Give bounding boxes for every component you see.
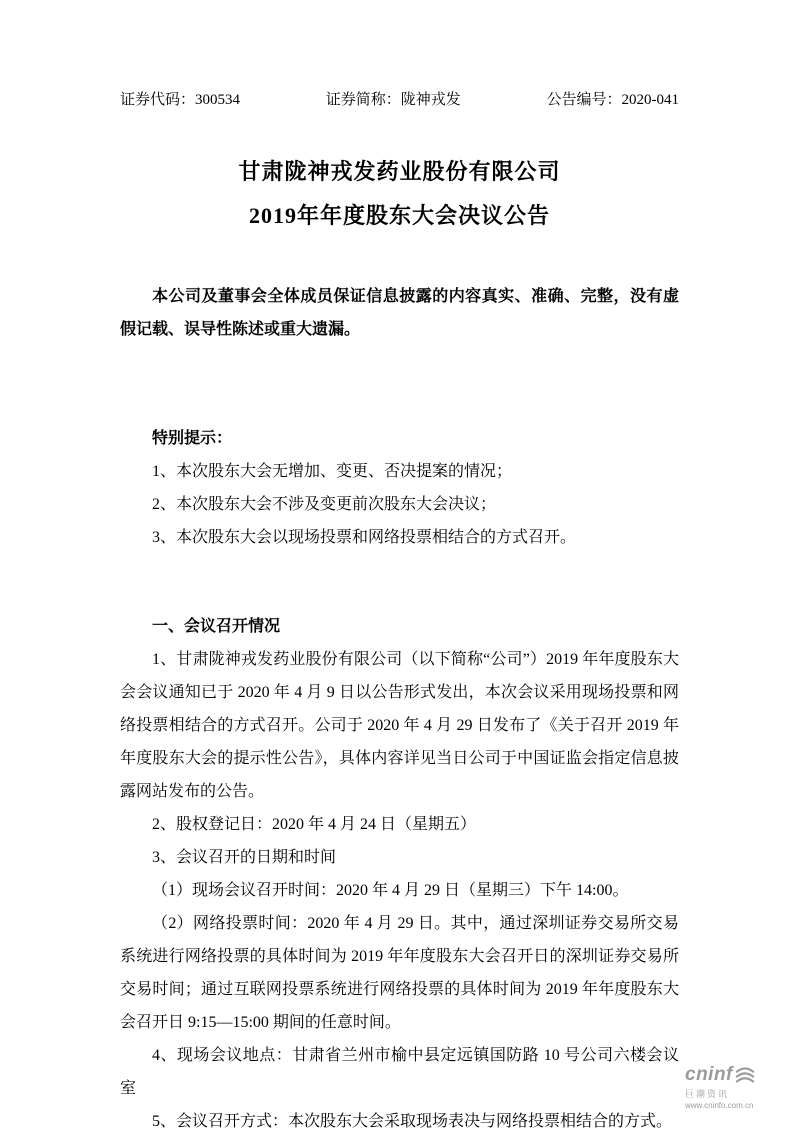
announcement-number: 公告编号：2020-041 xyxy=(546,92,679,108)
special-notice-heading: 特别提示： xyxy=(152,430,233,447)
section-paragraph: 3、会议召开的日期和时间 xyxy=(152,849,337,866)
document-title-line1: 甘肃陇神戎发药业股份有限公司 xyxy=(238,159,561,184)
document-title xyxy=(120,150,679,238)
section-paragraph: 5、会议召开方式：本次股东大会采取现场表决与网络投票相结合的方式。 xyxy=(152,1113,673,1130)
special-notice-section xyxy=(120,422,679,554)
special-notice-item: 3、本次股东大会以现场投票和网络投票相结合的方式召开。 xyxy=(152,529,577,546)
document-title-line2: 2019年年度股东大会决议公告 xyxy=(248,203,550,228)
section-paragraph: （1）现场会议召开时间：2020 年 4 月 29 日（星期三）下午 14:00。 xyxy=(152,882,629,899)
section-paragraph: 4、现场会议地点：甘肃省兰州市榆中县定远镇国防路 10 号公司六楼会议室 xyxy=(120,1047,679,1097)
document-header xyxy=(120,90,679,110)
section-paragraph: （2）网络投票时间：2020 年 4 月 29 日。其中，通过深圳证券交易所交易系统进行网络投票的具体时间为 2019 年年度股东大会召开日的深圳证券交易所交易时间；通过互联网投票系统进行网络投票的具体时间为 2019 年年度股东大会召开日 9:15—15:00 期间的任意时间。 xyxy=(120,915,679,1031)
cninfo-logo-chinese-name: 巨潮资讯 xyxy=(685,1089,730,1099)
meeting-info-section xyxy=(120,610,679,1138)
section-paragraph: 2、股权登记日：2020 年 4 月 24 日（星期五） xyxy=(152,816,477,833)
section-heading: 一、会议召开情况 xyxy=(152,618,281,635)
cninfo-logo xyxy=(685,1064,771,1086)
special-notice-item: 2、本次股东大会不涉及变更前次股东大会决议； xyxy=(152,496,497,513)
declaration-paragraph: 本公司及董事会全体成员保证信息披露的内容真实、准确、完整，没有虚假记载、误导性陈述或重大遗漏。 xyxy=(120,288,679,338)
cninfo-watermark xyxy=(685,1064,771,1110)
cninfo-logo-text: cninf xyxy=(685,1064,733,1085)
cninfo-logo-url: www.cninfo.com.cn xyxy=(685,1101,754,1110)
section-paragraph: 1、甘肃陇神戎发药业股份有限公司（以下简称“公司”）2019 年年度股东大会会议通知已于 2020 年 4 月 9 日以公告形式发出，本次会议采用现场投票和网络投票相结合的方式召开。公司于 2020 年 4 月 29 日发布了《关于召开 2019 年年度股东大会的提示性公告》，具体内容详见当日公司于中国证监会指定信息披露网站发布的公告。 xyxy=(120,651,679,800)
stock-code: 证券代码：300534 xyxy=(120,92,241,108)
cninfo-logo-icon xyxy=(735,1066,755,1084)
special-notice-item: 1、本次股东大会无增加、变更、否决提案的情况； xyxy=(152,463,513,480)
stock-short-name: 证券简称：陇神戎发 xyxy=(325,92,461,108)
